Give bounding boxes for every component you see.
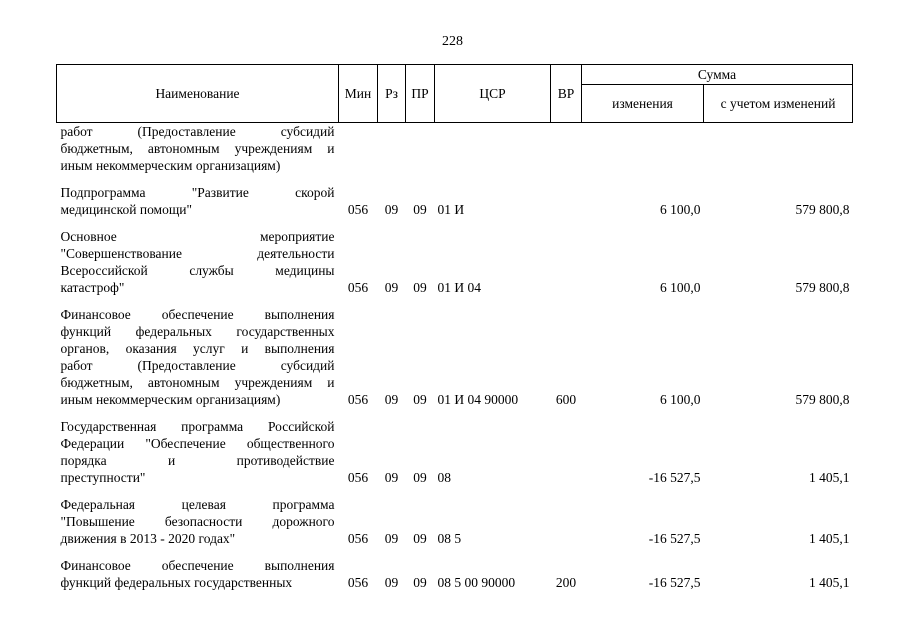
row-rz: 09 xyxy=(384,280,399,295)
row-name-line: иным некоммерческим организациям) xyxy=(60,158,281,173)
row-spacer xyxy=(57,547,853,557)
row-rz xyxy=(378,123,406,175)
row-name-line: движения в 2013 - 2020 годах" xyxy=(60,531,236,546)
row-change: -16 527,5 xyxy=(648,470,701,485)
table-row xyxy=(57,123,853,175)
row-pr: 09 xyxy=(413,575,427,590)
table-row xyxy=(57,496,853,547)
row-csr: 01 И 04 xyxy=(437,280,481,295)
header-name: Наименование xyxy=(57,65,339,123)
row-spacer xyxy=(57,296,853,306)
row-name-line: Федерации "Обеспечение общественного xyxy=(60,436,335,451)
row-with-change: 1 405,1 xyxy=(809,470,850,485)
row-name-line: бюджетным, автономным учреждениям и xyxy=(60,375,335,390)
row-name xyxy=(57,228,339,296)
row-name-line: Финансовое обеспечение выполнения xyxy=(60,558,335,573)
row-name xyxy=(57,123,339,175)
row-min: 056 xyxy=(347,575,369,590)
header-vr: ВР xyxy=(551,65,582,123)
row-with-change: 579 800,8 xyxy=(795,202,850,217)
row-name-line: работ (Предоставление субсидий xyxy=(60,124,335,139)
row-vr xyxy=(551,496,582,547)
row-vr xyxy=(551,418,582,486)
row-name-line: катастроф" xyxy=(60,280,125,295)
header-with-change: с учетом изменений xyxy=(704,85,853,123)
row-change: -16 527,5 xyxy=(648,531,701,546)
table-row xyxy=(57,306,853,408)
table-row xyxy=(57,184,853,218)
row-vr xyxy=(551,184,582,218)
row-name-line: органов, оказания услуг и выполнения xyxy=(60,341,335,356)
row-min: 056 xyxy=(347,531,369,546)
row-name-line: преступности" xyxy=(60,470,146,485)
row-rz: 09 xyxy=(384,531,399,546)
row-pr: 09 xyxy=(413,470,427,485)
row-with-change: 579 800,8 xyxy=(795,392,850,407)
row-with-change: 579 800,8 xyxy=(795,280,850,295)
table-header xyxy=(57,65,853,123)
row-name-line: "Повышение безопасности дорожного xyxy=(60,514,335,529)
row-name-line: порядка и противодействие xyxy=(60,453,335,468)
row-name-line: Федеральная целевая программа xyxy=(60,497,335,512)
row-name-line: функций федеральных государственных xyxy=(60,575,293,590)
row-rz: 09 xyxy=(384,470,399,485)
row-pr xyxy=(406,123,435,175)
row-rz: 09 xyxy=(384,575,399,590)
row-name-line: Всероссийской службы медицины xyxy=(60,263,335,278)
row-with-change: 1 405,1 xyxy=(809,575,850,590)
row-rz: 09 xyxy=(384,202,399,217)
row-vr: 200 xyxy=(555,575,577,590)
row-spacer xyxy=(57,408,853,418)
header-min: Мин xyxy=(339,65,378,123)
header-rz: Рз xyxy=(378,65,406,123)
table-row xyxy=(57,557,853,591)
row-spacer xyxy=(57,218,853,228)
row-name-line: иным некоммерческим организациям) xyxy=(60,392,281,407)
row-name xyxy=(57,306,339,408)
budget-table xyxy=(56,64,853,591)
row-name xyxy=(57,184,339,218)
row-pr: 09 xyxy=(413,202,427,217)
header-pr: ПР xyxy=(406,65,435,123)
row-change: 6 100,0 xyxy=(660,202,701,217)
row-change: -16 527,5 xyxy=(648,575,701,590)
row-min xyxy=(339,123,378,175)
row-vr xyxy=(551,228,582,296)
page-number: 228 xyxy=(442,34,463,49)
row-csr xyxy=(435,123,551,175)
header-csr: ЦСР xyxy=(435,65,551,123)
row-csr: 01 И 04 90000 xyxy=(437,392,519,407)
header-change: изменения xyxy=(582,85,704,123)
row-min: 056 xyxy=(347,280,369,295)
row-name-line: Финансовое обеспечение выполнения xyxy=(60,307,335,322)
table-body xyxy=(57,123,853,592)
row-spacer xyxy=(57,174,853,184)
table-row xyxy=(57,418,853,486)
row-with-change: 1 405,1 xyxy=(809,531,850,546)
row-pr: 09 xyxy=(413,392,427,407)
row-change: 6 100,0 xyxy=(660,392,701,407)
row-name-line: Подпрограмма "Развитие скорой xyxy=(60,185,335,200)
row-min: 056 xyxy=(347,470,369,485)
row-pr: 09 xyxy=(413,280,427,295)
row-with-change xyxy=(704,123,853,175)
row-name-line: функций федеральных государственных xyxy=(60,324,335,339)
row-name-line: Основное мероприятие xyxy=(60,229,335,244)
row-name xyxy=(57,496,339,547)
row-change: 6 100,0 xyxy=(660,280,701,295)
row-csr: 08 5 00 90000 xyxy=(437,575,516,590)
row-name-line: работ (Предоставление субсидий xyxy=(60,358,335,373)
row-name xyxy=(57,418,339,486)
row-name-line: "Совершенствование деятельности xyxy=(60,246,335,261)
row-rz: 09 xyxy=(384,392,399,407)
row-name xyxy=(57,557,339,591)
row-name-line: бюджетным, автономным учреждениям и xyxy=(60,141,335,156)
row-min: 056 xyxy=(347,202,369,217)
row-spacer xyxy=(57,486,853,496)
row-csr: 08 5 xyxy=(437,531,462,546)
row-csr: 01 И xyxy=(437,202,465,217)
row-min: 056 xyxy=(347,392,369,407)
row-name-line: Государственная программа Российской xyxy=(60,419,335,434)
row-vr xyxy=(551,123,582,175)
row-csr: 08 xyxy=(437,470,451,485)
header-sum: Сумма xyxy=(582,65,853,85)
row-change xyxy=(582,123,704,175)
table-row xyxy=(57,228,853,296)
row-name-line: медицинской помощи" xyxy=(60,202,192,217)
row-vr: 600 xyxy=(555,392,577,407)
row-pr: 09 xyxy=(413,531,427,546)
